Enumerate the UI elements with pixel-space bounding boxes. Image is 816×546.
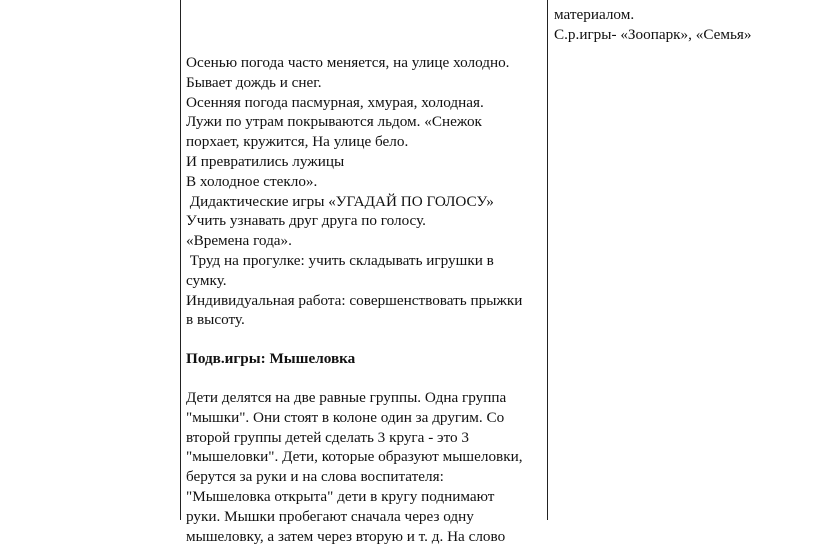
text-line: И превратились лужицы	[186, 152, 345, 170]
text-line: Дидактические игры «УГАДАЙ ПО ГОЛОСУ»	[186, 192, 494, 210]
text-line: Лужи по утрам покрываются льдом. «Снежок	[186, 113, 482, 131]
text-line: "мышеловки". Дети, которые образуют мышеловки,	[186, 448, 523, 466]
text-line: сумку.	[186, 271, 227, 289]
text-line: Осенью погода часто меняется, на улице холодно.	[186, 54, 510, 71]
text-line: Учить узнавать друг друга по голосу.	[186, 212, 426, 230]
text-line: материалом.	[554, 6, 635, 23]
table-border-middle	[547, 0, 548, 520]
paragraph-gap	[186, 369, 541, 388]
text-line: порхает, кружится, На улице бело.	[186, 133, 409, 151]
text-line: Труд на прогулке: учить складывать игрушки в	[186, 251, 494, 269]
text-line: В холодное стекло».	[186, 172, 318, 190]
text-line: Индивидуальная работа: совершенствовать прыжки	[186, 291, 523, 309]
text-line: руки. Мышки пробегают сначала через одну	[186, 507, 474, 525]
text-line: Бывает дождь и снег.	[186, 73, 322, 91]
text-line: берутся за руки и на слова воспитателя:	[186, 468, 444, 486]
right-cell	[554, 5, 809, 45]
text-line: Дети делятся на две равные группы. Одна группа	[186, 388, 507, 406]
section-heading: Подв.игры: Мышеловка	[186, 350, 356, 368]
paragraph-gap	[186, 330, 541, 349]
text-line: "Мышеловка открыта" дети в кругу поднимают	[186, 487, 495, 505]
text-line: мышеловку, а затем через вторую и т. д. На слово	[186, 527, 506, 545]
text-line: Осенняя погода пасмурная, хмурая, холодная.	[186, 93, 484, 111]
table-border-left	[180, 0, 181, 520]
text-line: второй группы детей сделать 3 круга - это 3	[186, 428, 469, 446]
text-line: "мышки". Они стоят в колоне один за другим. Со	[186, 408, 505, 426]
middle-cell	[186, 53, 541, 546]
text-line: С.р.игры- «Зоопарк», «Семья»	[554, 25, 752, 43]
text-line: в высоту.	[186, 311, 245, 329]
text-line: «Времена года».	[186, 232, 292, 250]
